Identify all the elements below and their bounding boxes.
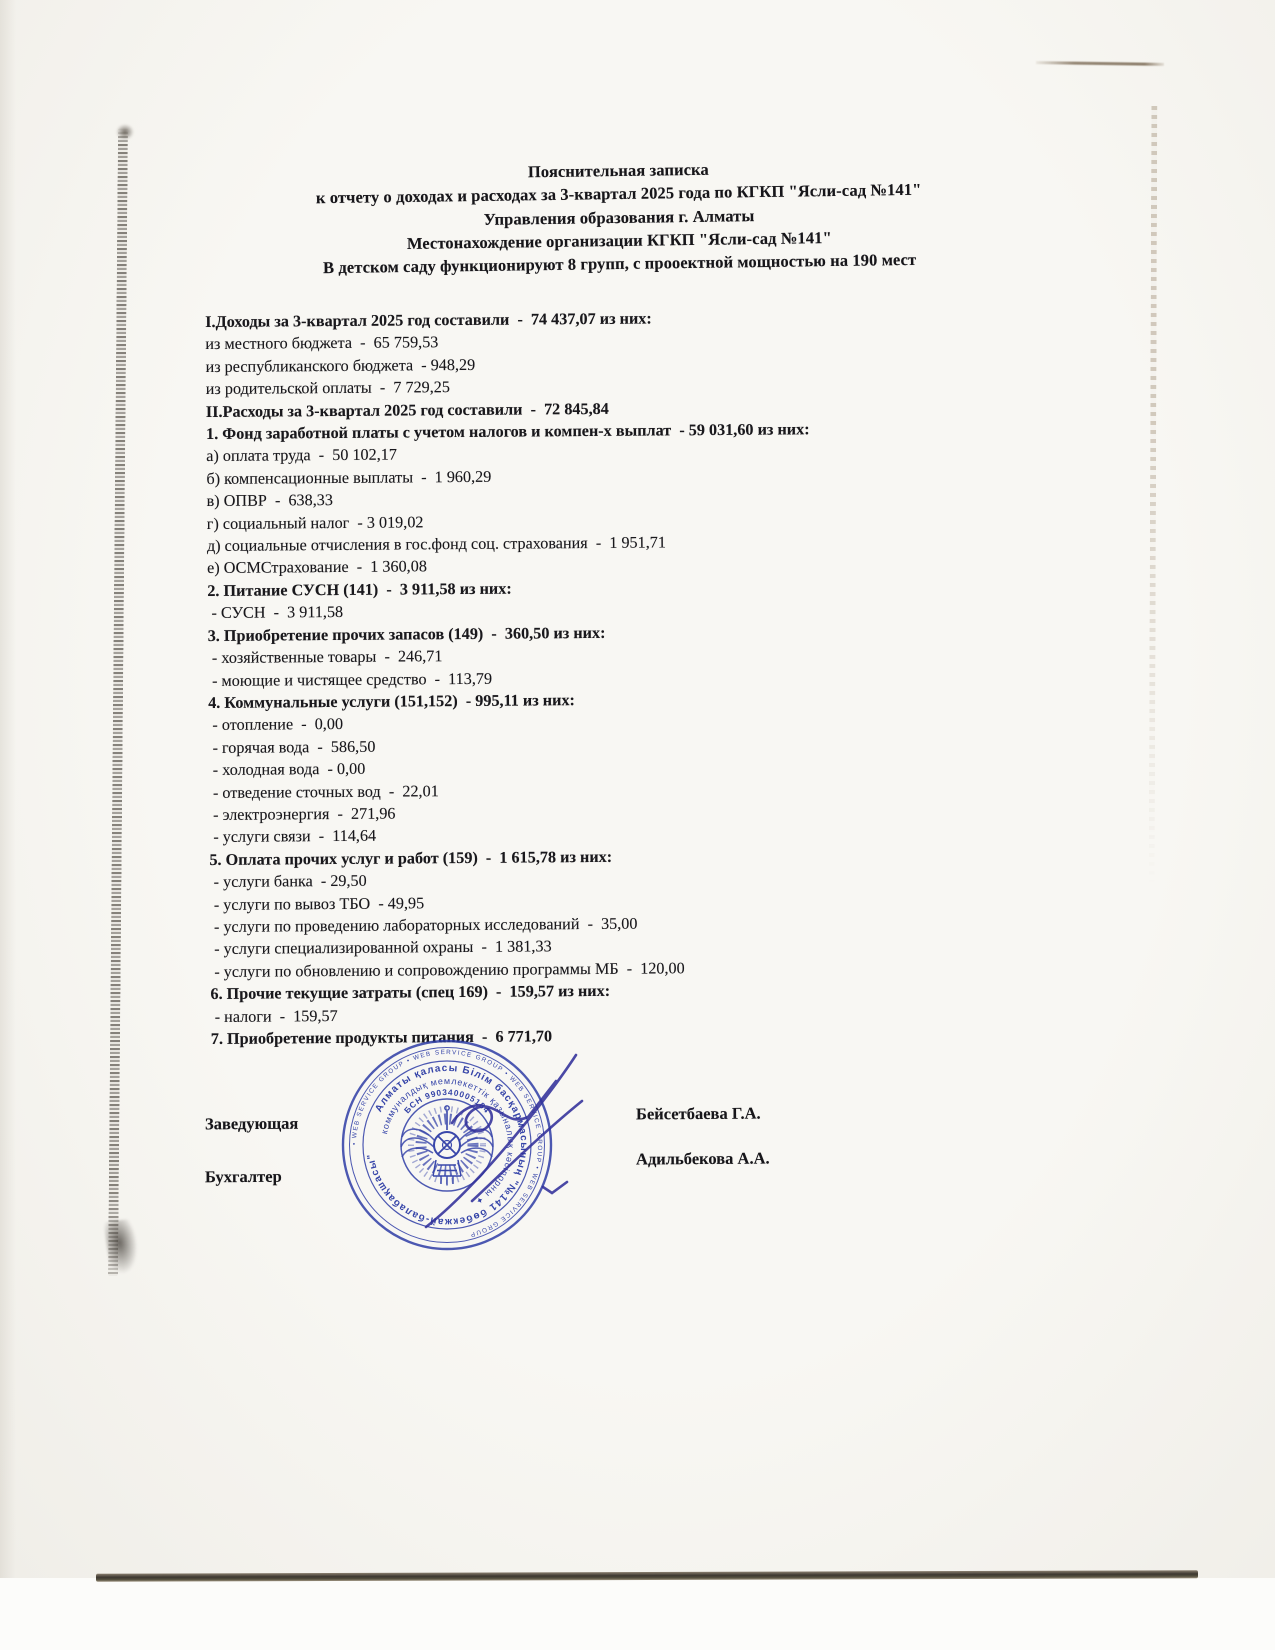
stamp-outer-text: • WEB SERVICE GROUP • WEB SERVICE GROUP • WEB SERVICE GROUP • WEB SERVICE GROUP — [350, 1048, 544, 1239]
document-line: 5. Оплата прочих услуг и работ (159) - 1 615,78 из них: — [209, 847, 613, 869]
document-line: б) компенсационные выплаты - 1 960,29 — [206, 467, 492, 488]
document-line: - электроэнергия - 271,96 — [208, 804, 396, 824]
document-line: 7. Приобретение продукты питания - 6 771,70 — [210, 1027, 553, 1048]
handwritten-signature — [330, 1015, 680, 1265]
document-line: - услуги по вывоз ТБО - 49,95 — [209, 893, 425, 914]
document-line: - услуги по проведению лабораторных исследований - 35,00 — [209, 914, 638, 936]
document-line: 2. Питание СУСН (141) - 3 911,58 из них: — [207, 579, 512, 600]
document-line: 6. Прочие текущие затраты (спец 169) - 159,57 из них: — [210, 982, 611, 1004]
accountant-title: Бухгалтер — [204, 1166, 282, 1187]
header-line: Управления образования г. Алматы — [483, 205, 755, 229]
document-line: - СУСН - 3 911,58 — [207, 603, 344, 623]
document-line: - услуги связи - 114,64 — [209, 827, 377, 847]
document-line: - отопление - 0,00 — [208, 715, 344, 735]
document-line: - хозяйственные товары - 246,71 — [207, 647, 443, 668]
document-line: 3. Приобретение прочих запасов (149) - 360,50 из них: — [207, 623, 606, 645]
document-line: 4. Коммунальные услуги (151,152) - 995,11 из них: — [208, 691, 575, 712]
document-line: - отведение сточных вод - 22,01 — [208, 781, 439, 802]
document-line: - услуги банка - 29,50 — [209, 871, 367, 892]
document-header — [207, 153, 1031, 281]
document-line: I.Доходы за 3-квартал 2025 год составили - 74 437,07 из них: — [205, 309, 652, 332]
left-edge-shadow — [0, 0, 16, 1578]
signature-stroke-short — [472, 1101, 582, 1201]
document-line: д) социальные отчисления в гос.фонд соц. страхования - 1 951,71 — [206, 533, 667, 556]
document-line: е) ОСМСтрахование - 1 360,08 — [207, 557, 427, 578]
document-line: 1. Фонд заработной платы с учетом налогов и компен-х выплат - 59 031,60 из них: — [205, 420, 810, 444]
stamp-org-name-ring: Алматы қаласы Білім басқармасының "№141 бөбекжай-балабақшасы" — [365, 1062, 530, 1228]
stamp-org-type-ring: коммуналдық мемлекеттік қазыналық кәсіпорны ✦ — [379, 1075, 517, 1207]
header-line: Пояснительная записка — [527, 159, 709, 182]
document-body — [205, 304, 1081, 1050]
accountant-name: Адильбекова А.А. — [635, 1148, 770, 1169]
document-line: - горячая вода - 586,50 — [208, 737, 376, 757]
document-line: - услуги специализированной охраны - 1 381,33 — [210, 937, 552, 959]
document-line: из родительской оплаты - 7 729,25 — [205, 378, 451, 399]
document-line: - моющие и чистящее средство - 113,79 — [207, 669, 493, 690]
binding-mark-top — [116, 124, 134, 140]
header-line: Местонахождение организации КГКП "Ясли-сад №141" — [406, 227, 832, 253]
header-line: к отчету о доходах и расходах за 3-квартал 2025 года по КГКП "Ясли-сад №141" — [315, 180, 922, 208]
signature-tick — [543, 1182, 567, 1193]
document-line: из местного бюджета - 65 759,53 — [205, 333, 439, 354]
document-line: в) ОПВР - 638,33 — [206, 491, 334, 511]
document-line: - налоги - 159,57 — [210, 1006, 338, 1026]
document-line: - холодная вода - 0,00 — [208, 759, 366, 780]
stamp-bsn-text: БСН 990340005184 — [401, 1086, 493, 1116]
director-title: Заведующая — [204, 1113, 299, 1134]
document-line: г) социальный налог - 3 019,02 — [206, 512, 424, 533]
document-line: - услуги по обновлению и сопровождению программы МБ - 120,00 — [210, 959, 685, 981]
document-line: из республиканского бюджета - 948,29 — [205, 355, 476, 376]
document-line: а) оплата труда - 50 102,17 — [206, 445, 398, 466]
director-name: Бейсетбаева Г.А. — [635, 1103, 761, 1124]
header-line: В детском саду функционируют 8 групп, с прооектной мощностью на 190 мест — [322, 250, 917, 278]
document-line: II.Расходы за 3-квартал 2025 год составили - 72 845,84 — [205, 399, 609, 421]
signature-stroke-long — [426, 1055, 576, 1227]
scanner-background — [0, 1578, 1275, 1650]
